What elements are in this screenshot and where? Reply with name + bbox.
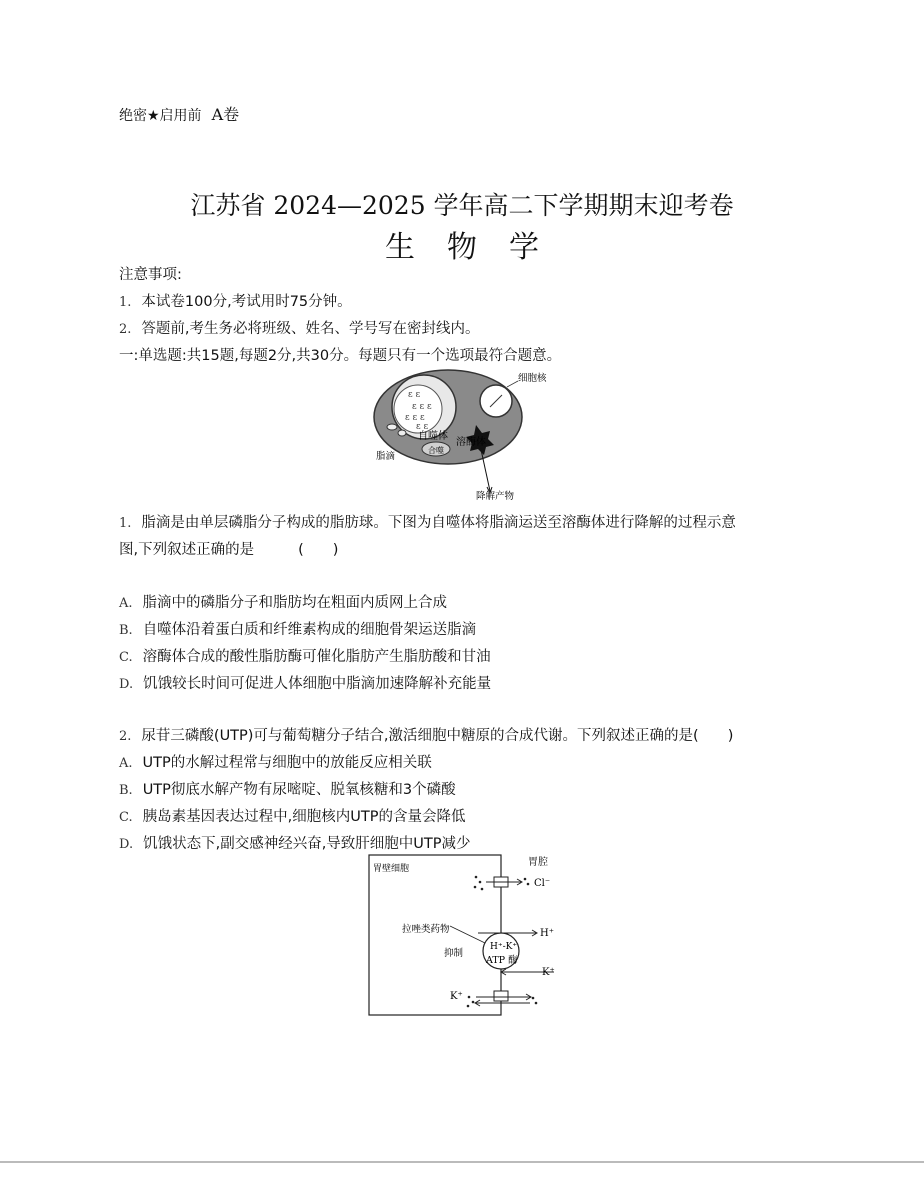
autophagy-figure (372, 367, 547, 503)
question-1-stem-cont (119, 538, 338, 559)
svg-text:ε ε ε: ε ε ε (412, 402, 432, 412)
label-combination: 合噬 (428, 446, 444, 455)
option-label: D. (119, 677, 134, 692)
label-pump-bottom: ATP 酶 (486, 955, 518, 966)
option-text: 脂滴中的磷脂分子和脂肪均在粗面内质网上合成 (142, 595, 448, 611)
section-heading: 一:单选题:共15题,每题2分,共30分。每题只有一个选项最符合题意。 (119, 348, 562, 364)
option-row (119, 751, 432, 772)
notice-text: 答题前,考生务必将班级、姓名、学号写在密封线内。 (141, 321, 480, 337)
notice-num: 1. (119, 295, 132, 310)
exam-title: 江苏省 2024—2025 学年高二下学期期末迎考卷 (190, 191, 734, 220)
label-inhibit: 抑制 (444, 948, 464, 959)
question-stem: 图,下列叙述正确的是 (119, 542, 255, 558)
svg-text:ε ε: ε ε (416, 422, 429, 432)
label-cell: 胃壁细胞 (373, 864, 410, 874)
secret-text: 绝密★启用前 (119, 108, 202, 124)
question-2-stem (119, 724, 733, 745)
label-pump-top: H⁺-K⁺ (490, 942, 518, 952)
label-k-ion-2: K⁺ (450, 991, 463, 1002)
volume-label: A卷 (211, 105, 240, 124)
svg-text:ε ε ε: ε ε ε (405, 413, 425, 423)
option-text: 饥饿状态下,副交感神经兴奋,导致肝细胞中UTP减少 (143, 836, 471, 852)
option-label: B. (119, 623, 133, 638)
parietal-cell-figure (366, 851, 576, 1019)
label-lipid-droplet: 脂滴 (376, 451, 396, 462)
label-products: 降解产物 (476, 491, 515, 502)
option-text: UTP彻底水解产物有尿嘧啶、脱氧核糖和3个磷酸 (142, 782, 456, 798)
label-nucleus: 细胞核 (518, 373, 547, 384)
option-row (119, 591, 447, 612)
label-k-ion: K⁺ (542, 967, 555, 978)
page-bottom-rule (0, 1161, 924, 1163)
label-lysosome: 溶酶体 (456, 437, 486, 448)
notice-num: 2. (119, 322, 132, 337)
option-text: 溶酶体合成的酸性脂肪酶可催化脂肪产生脂肪酸和甘油 (142, 649, 491, 665)
option-text: 胰岛素基因表达过程中,细胞核内UTP的含量会降低 (142, 809, 466, 825)
option-row (119, 645, 491, 666)
option-label: C. (119, 650, 133, 665)
label-autophagosome: 自噬体 (418, 431, 448, 442)
subject-title: 生物学 (385, 230, 571, 265)
option-row (119, 618, 476, 639)
option-text: UTP的水解过程常与细胞中的放能反应相关联 (142, 755, 432, 771)
notice-text: 本试卷100分,考试用时75分钟。 (141, 294, 352, 310)
question-1-stem (119, 511, 736, 532)
option-label: B. (119, 783, 133, 798)
option-text: 自噬体沿着蛋白质和纤维素构成的细胞骨架运送脂滴 (142, 622, 477, 638)
secret-label (119, 102, 239, 125)
label-lumen: 胃腔 (528, 857, 548, 868)
option-label: D. (119, 837, 134, 852)
svg-text:ε ε: ε ε (408, 390, 421, 400)
option-label: A. (119, 596, 133, 611)
answer-bracket: ( ) (298, 542, 339, 558)
option-row (119, 778, 456, 799)
label-drug: 拉唑类药物 (402, 924, 450, 935)
option-label: A. (119, 756, 133, 771)
notice-heading: 注意事项: (119, 267, 182, 283)
option-label: C. (119, 810, 133, 825)
option-row (119, 832, 471, 853)
notice-item (119, 290, 352, 311)
label-h-ion: H⁺ (540, 928, 554, 939)
option-row (119, 805, 465, 826)
label-chloride: Cl⁻ (534, 878, 551, 889)
option-text: 饥饿较长时间可促进人体细胞中脂滴加速降解补充能量 (143, 676, 492, 692)
notice-item (119, 317, 480, 338)
option-row (119, 672, 491, 693)
question-num: 1. (119, 516, 132, 531)
question-stem: 尿苷三磷酸(UTP)可与葡萄糖分子结合,激活细胞中糖原的合成代谢。下列叙述正确的是( ) (141, 728, 734, 744)
question-stem: 脂滴是由单层磷脂分子构成的脂肪球。下图为自噬体将脂滴运送至溶酶体进行降解的过程示意 (141, 515, 736, 531)
question-num: 2. (119, 729, 132, 744)
